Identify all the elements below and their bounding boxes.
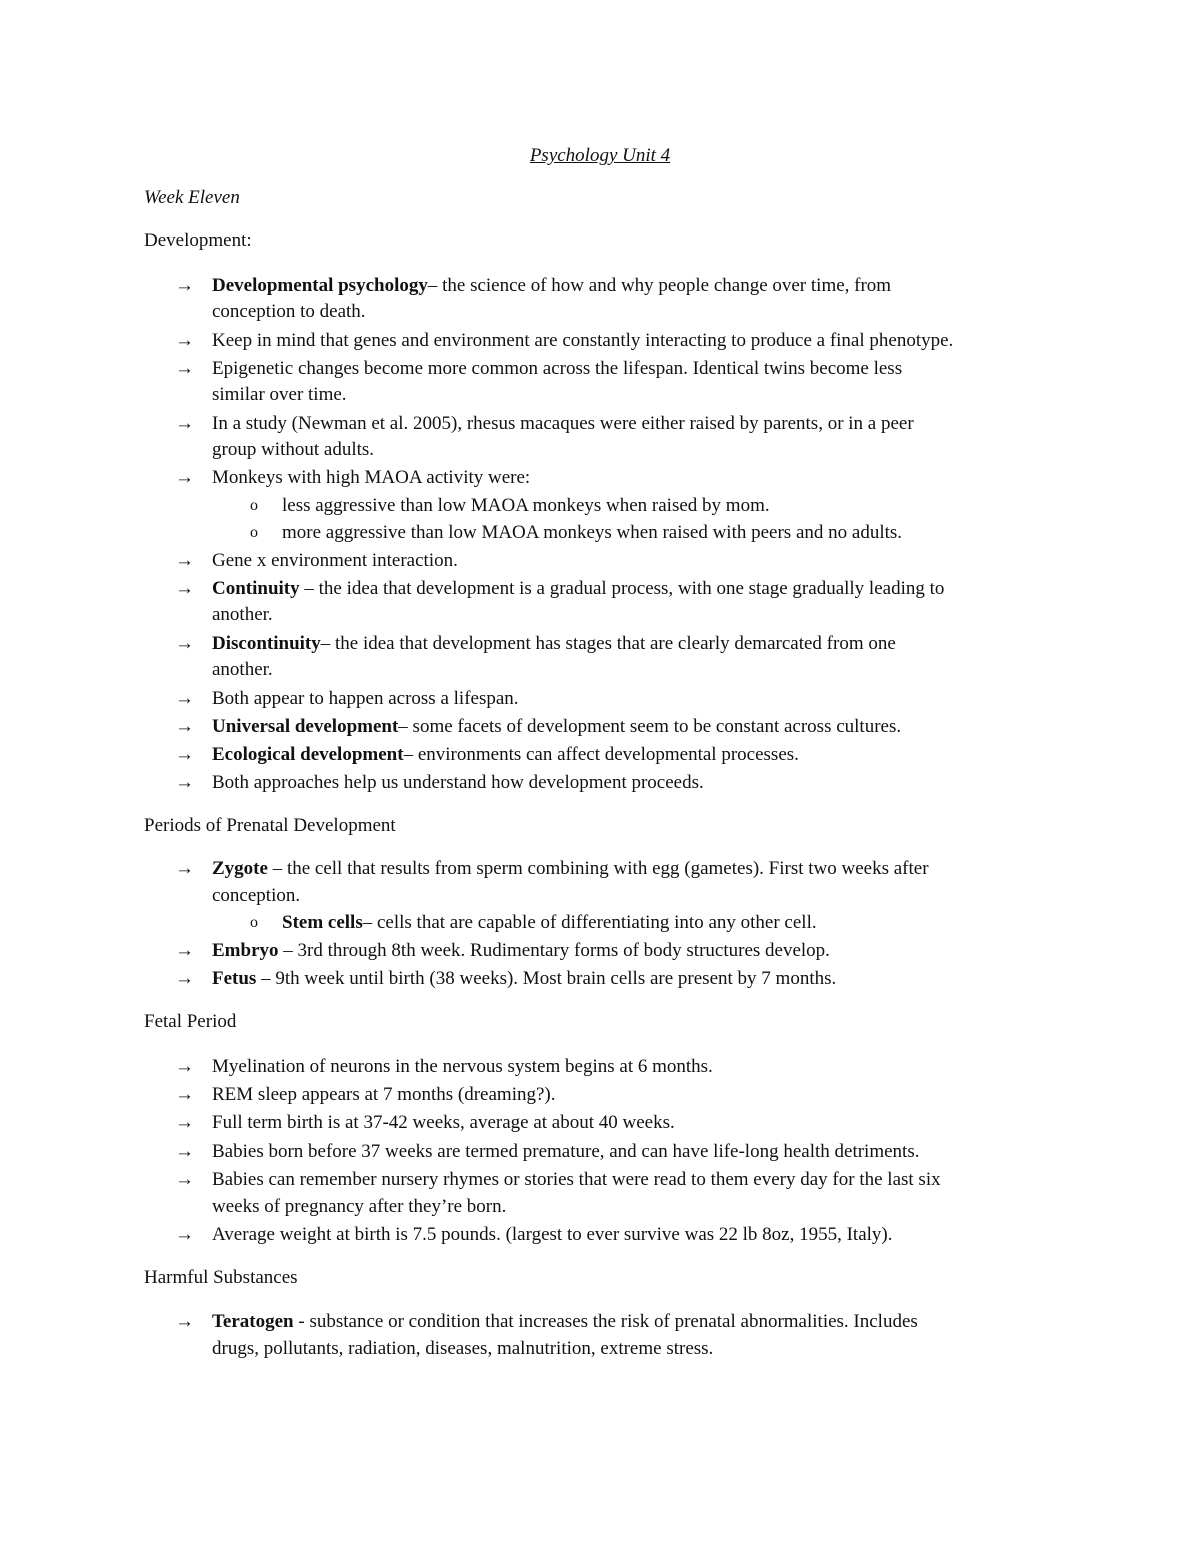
term: Continuity	[212, 578, 300, 599]
item-text: – 3rd through 8th week. Rudimentary forms of body structures develop.	[278, 940, 830, 961]
arrow-icon: →	[175, 1084, 194, 1105]
arrow-icon: →	[175, 633, 194, 654]
list-item-continuation: similar over time.	[212, 384, 347, 405]
item-text: – the idea that development has stages that are clearly demarcated from one	[320, 633, 896, 654]
arrow-icon: →	[175, 550, 194, 571]
list-item: Monkeys with high MAOA activity were:	[212, 467, 531, 488]
arrow-icon: →	[175, 1169, 194, 1190]
item-text: – the cell that results from sperm combining with egg (gametes). First two weeks after	[267, 858, 929, 879]
list-item-continuation: another.	[212, 659, 273, 680]
list-item: Babies can remember nursery rhymes or stories that were read to them every day for the last six	[212, 1169, 941, 1190]
arrow-icon: →	[175, 330, 194, 351]
sub-list-item: more aggressive than low MAOA monkeys when raised with peers and no adults.	[282, 522, 903, 543]
arrow-icon: →	[175, 858, 194, 879]
bullet-icon: o	[250, 524, 258, 541]
list-item-continuation: conception to death.	[212, 301, 366, 322]
list-item-continuation: group without adults.	[212, 439, 375, 460]
item-text: – environments can affect developmental processes.	[403, 744, 799, 765]
arrow-icon: →	[175, 968, 194, 989]
list-item: Babies born before 37 weeks are termed premature, and can have life-long health detriments.	[212, 1141, 920, 1162]
list-item: In a study (Newman et al. 2005), rhesus macaques were either raised by parents, or in a peer	[212, 413, 914, 434]
section-heading-development: Development:	[144, 230, 252, 251]
item-text: – the science of how and why people change over time, from	[427, 275, 892, 296]
arrow-icon: →	[175, 413, 194, 434]
list-item	[212, 274, 891, 298]
term: Ecological development	[212, 744, 404, 765]
list-item-continuation: drugs, pollutants, radiation, diseases, malnutrition, extreme stress.	[212, 1338, 714, 1359]
arrow-icon: →	[175, 578, 194, 599]
arrow-icon: →	[175, 1141, 194, 1162]
section-heading-fetal: Fetal Period	[144, 1011, 237, 1032]
list-item: Epigenetic changes become more common across the lifespan. Identical twins become less	[212, 358, 903, 379]
list-item: Both appear to happen across a lifespan.	[212, 688, 519, 709]
list-item: Full term birth is at 37-42 weeks, average at about 40 weeks.	[212, 1112, 675, 1133]
term: Zygote	[212, 858, 268, 879]
arrow-icon: →	[175, 940, 194, 961]
item-text: – 9th week until birth (38 weeks). Most brain cells are present by 7 months.	[256, 968, 837, 989]
arrow-icon: →	[175, 1224, 194, 1245]
list-item	[212, 939, 830, 963]
list-item: Gene x environment interaction.	[212, 550, 458, 571]
item-text: – some facets of development seem to be constant across cultures.	[398, 716, 902, 737]
term: Discontinuity	[212, 633, 321, 654]
sub-list-item	[282, 911, 817, 935]
list-item-continuation: conception.	[212, 885, 301, 906]
term: Teratogen	[212, 1311, 294, 1332]
arrow-icon: →	[175, 716, 194, 737]
item-text: – the idea that development is a gradual process, with one stage gradually leading to	[299, 578, 945, 599]
section-heading-prenatal: Periods of Prenatal Development	[144, 815, 396, 836]
arrow-icon: →	[175, 467, 194, 488]
page-title: Psychology Unit 4	[529, 145, 671, 166]
list-item: Keep in mind that genes and environment are constantly interacting to produce a final phenotype.	[212, 330, 954, 351]
arrow-icon: →	[175, 772, 194, 793]
item-text: – cells that are capable of differentiating into any other cell.	[362, 912, 817, 933]
list-item: REM sleep appears at 7 months (dreaming?).	[212, 1084, 556, 1105]
arrow-icon: →	[175, 1311, 194, 1332]
list-item	[212, 715, 901, 739]
arrow-icon: →	[175, 275, 194, 296]
list-item: Average weight at birth is 7.5 pounds. (largest to ever survive was 22 lb 8oz, 1955, Italy).	[212, 1224, 893, 1245]
list-item: Both approaches help us understand how development proceeds.	[212, 772, 704, 793]
list-item	[212, 1310, 918, 1334]
term: Stem cells	[282, 912, 363, 933]
section-heading-harmful: Harmful Substances	[144, 1267, 298, 1288]
list-item-continuation: another.	[212, 604, 273, 625]
term: Fetus	[212, 968, 257, 989]
list-item	[212, 967, 836, 991]
arrow-icon: →	[175, 688, 194, 709]
arrow-icon: →	[175, 744, 194, 765]
term: Developmental psychology	[212, 275, 428, 296]
list-item-continuation: weeks of pregnancy after they’re born.	[212, 1196, 507, 1217]
term: Universal development	[212, 716, 399, 737]
list-item	[212, 857, 929, 881]
bullet-icon: o	[250, 914, 258, 931]
item-text: - substance or condition that increases the risk of prenatal abnormalities. Includes	[293, 1311, 918, 1332]
week-heading: Week Eleven	[144, 187, 240, 208]
list-item: Myelination of neurons in the nervous system begins at 6 months.	[212, 1056, 713, 1077]
arrow-icon: →	[175, 1112, 194, 1133]
bullet-icon: o	[250, 497, 258, 514]
list-item	[212, 743, 799, 767]
list-item	[212, 632, 896, 656]
list-item	[212, 577, 944, 601]
arrow-icon: →	[175, 358, 194, 379]
arrow-icon: →	[175, 1056, 194, 1077]
sub-list-item: less aggressive than low MAOA monkeys when raised by mom.	[282, 495, 770, 516]
term: Embryo	[212, 940, 279, 961]
